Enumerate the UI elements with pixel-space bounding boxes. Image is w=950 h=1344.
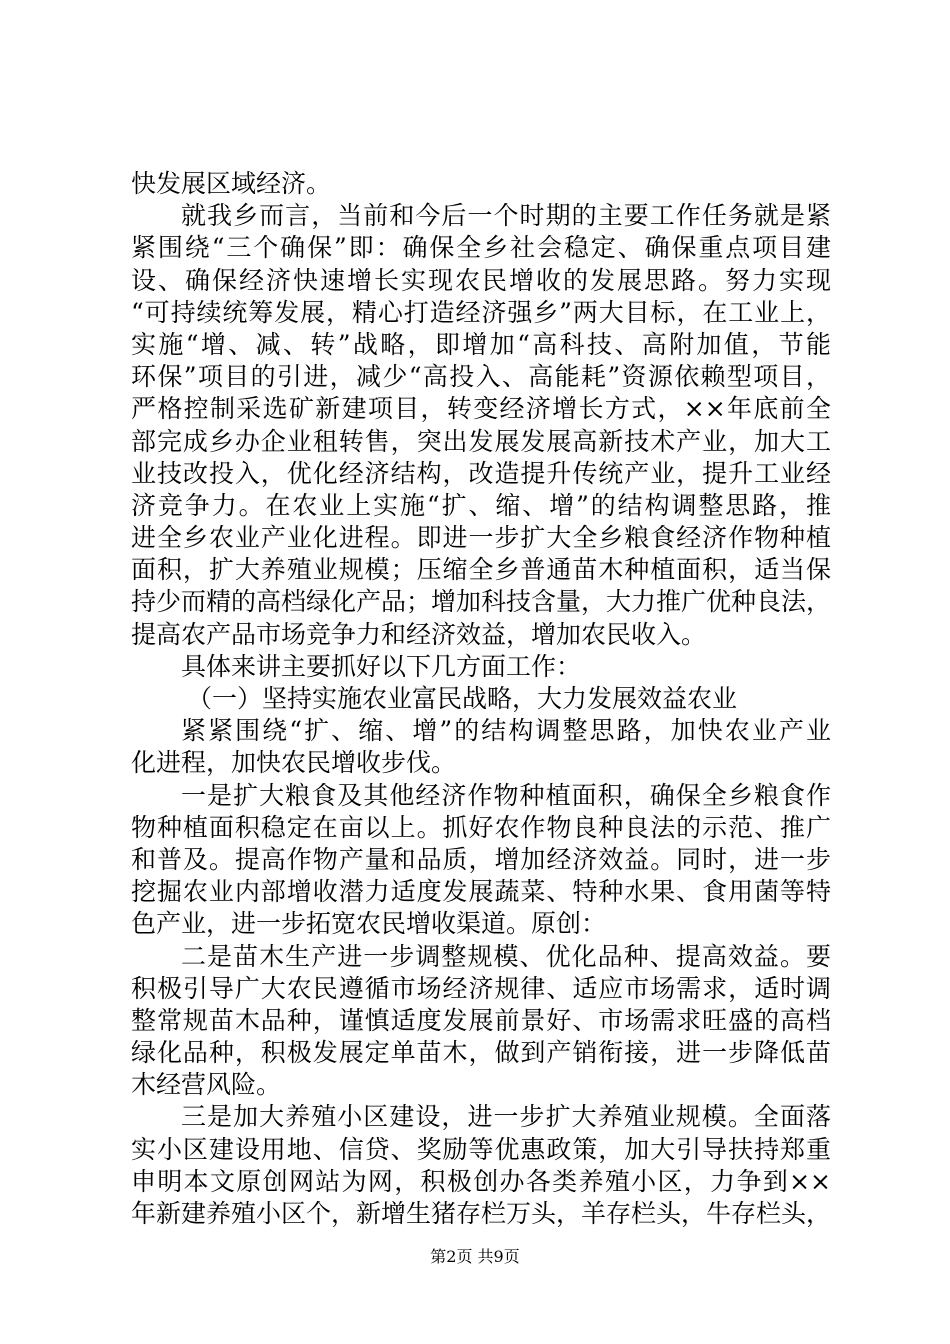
text-line: 三是加大养殖小区建设，进一步扩大养殖业规模。全面落 bbox=[181, 1102, 831, 1132]
text-line: 紧围绕“三个确保”即：确保全乡社会稳定、确保重点项目建 bbox=[131, 233, 831, 263]
text-line: 木经营风险。 bbox=[131, 1070, 282, 1100]
text-line: 一是扩大粮食及其他经济作物种植面积，确保全乡粮食作 bbox=[181, 780, 831, 810]
section-heading: （一）坚持实施农业富民战略，大力发展效益农业 bbox=[187, 684, 738, 713]
text-line: 面积，扩大养殖业规模；压缩全乡普通苗木种植面积，适当保 bbox=[131, 555, 831, 585]
text-line: 挖掘农业内部增收潜力适度发展蔬菜、特种水果、食用菌等特 bbox=[131, 877, 831, 907]
text-line: 实施“增、减、转”战略，即增加“高科技、高附加值，节能 bbox=[131, 329, 831, 359]
body-text bbox=[131, 168, 831, 1230]
text-line: 部完成乡办企业租转售，突出发展发展高新技术产业，加大工 bbox=[131, 426, 831, 456]
text-line: 年新建养殖小区个，新增生猪存栏万头，羊存栏头，牛存栏头， bbox=[131, 1199, 831, 1228]
text-line: 二是苗木生产进一步调整规模、优化品种、提高效益。要 bbox=[181, 941, 831, 971]
text-line: 快发展区域经济。 bbox=[131, 169, 332, 198]
text-line: 实小区建设用地、信贷、奖励等优惠政策，加大引导扶持郑重 bbox=[131, 1134, 831, 1164]
text-line: 设、确保经济快速增长实现农民增收的发展思路。努力实现 bbox=[131, 265, 831, 295]
text-line: 积极引导广大农民遵循市场经济规律、适应市场需求，适时调 bbox=[131, 973, 831, 1003]
text-line: 业技改投入，优化经济结构，改造提升传统产业，提升工业经 bbox=[131, 458, 831, 488]
text-line: “可持续统筹发展，精心打造经济强乡”两大目标，在工业上， bbox=[131, 297, 831, 327]
text-line: 和普及。提高作物产量和品质，增加经济效益。同时，进一步 bbox=[131, 844, 831, 874]
text-line: 色产业，进一步拓宽农民增收渠道。原创： bbox=[131, 909, 607, 939]
text-line: 严格控制采选矿新建项目，转变经济增长方式，××年底前全 bbox=[131, 394, 831, 424]
text-line: 就我乡而言，当前和今后一个时期的主要工作任务就是紧 bbox=[181, 201, 831, 231]
text-line: 整常规苗木品种，谨慎适度发展前景好、市场需求旺盛的高档 bbox=[131, 1005, 831, 1035]
text-line: 济竞争力。在农业上实施“扩、缩、增”的结构调整思路，推 bbox=[131, 490, 831, 520]
text-line: 化进程，加快农民增收步伐。 bbox=[131, 748, 457, 778]
page-footer: 第2页 共9页 bbox=[430, 1247, 520, 1266]
text-line: 持少而精的高档绿化产品；增加科技含量，大力推广优种良法， bbox=[131, 587, 831, 617]
text-line: 申明本文原创网站为网，积极创办各类养殖小区，力争到×× bbox=[131, 1166, 831, 1196]
text-line: 具体来讲主要抓好以下几方面工作： bbox=[181, 651, 582, 681]
text-line: 环保”项目的引进，减少“高投入、高能耗”资源依赖型项目， bbox=[131, 362, 831, 392]
text-line: 提高农产品市场竞争力和经济效益，增加农民收入。 bbox=[131, 619, 707, 649]
text-line: 紧紧围绕“扩、缩、增”的结构调整思路，加快农业产业 bbox=[181, 716, 831, 746]
text-line: 绿化品种，积极发展定单苗木，做到产销衔接，进一步降低苗 bbox=[131, 1038, 831, 1068]
text-line: 进全乡农业产业化进程。即进一步扩大全乡粮食经济作物种植 bbox=[131, 523, 831, 553]
text-line: 物种植面积稳定在亩以上。抓好农作物良种良法的示范、推广 bbox=[131, 812, 831, 842]
